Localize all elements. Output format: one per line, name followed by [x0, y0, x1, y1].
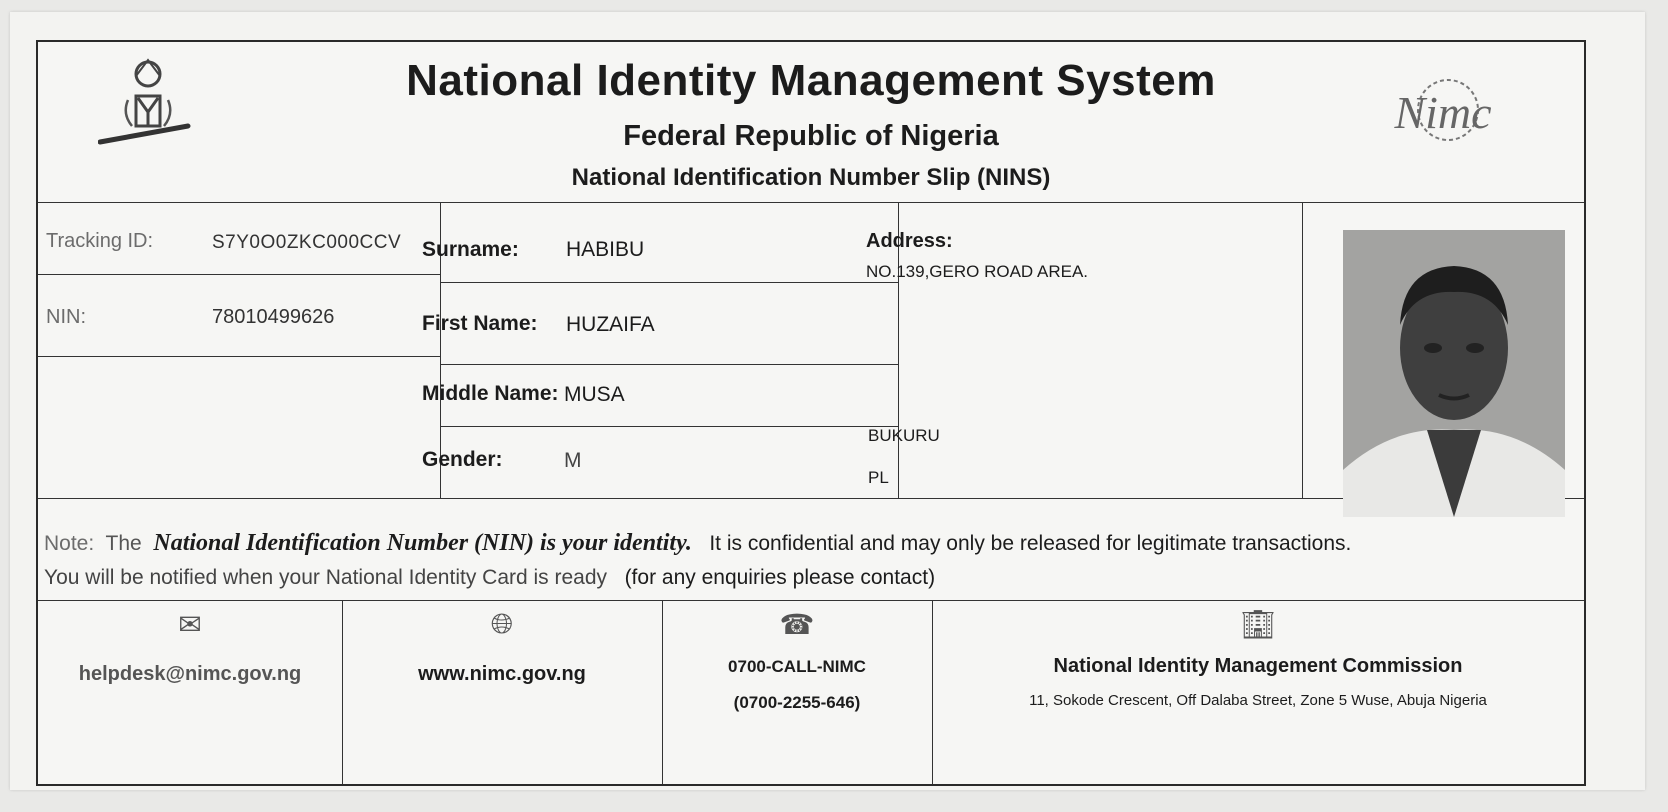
person-photo-icon [1343, 230, 1565, 517]
email-icon: ✉ [178, 609, 202, 640]
phone-digits[interactable]: (0700-2255-646) [733, 693, 861, 712]
notify-text [44, 566, 935, 590]
footer-phone-cell [662, 608, 932, 713]
note-text [44, 530, 1351, 557]
nimc-logo [1378, 70, 1508, 150]
surname-label: Surname: [422, 238, 519, 261]
nin-label: NIN: [46, 306, 86, 328]
email-link[interactable]: helpdesk@nimc.gov.ng [78, 663, 302, 685]
note-emphasis: National Identification Number (NIN) is your identity. [153, 530, 692, 556]
phone-number[interactable]: 0700-CALL-NIMC [728, 657, 866, 676]
footer-email-cell [38, 608, 342, 686]
row-divider [38, 356, 440, 357]
row-divider [440, 282, 898, 283]
website-link[interactable]: www.nimc.gov.ng [418, 663, 586, 685]
building-icon: 🏢︎ [1240, 609, 1276, 640]
org-name: National Identity Management Commission [1053, 655, 1463, 677]
globe-icon: 🌐︎ [490, 608, 514, 639]
holder-photo [1343, 230, 1565, 517]
nin-slip [36, 40, 1586, 786]
address-line-3: PL [868, 468, 889, 487]
footer-web-cell [342, 608, 662, 686]
slip-title: National Identification Number Slip (NINS) [571, 164, 1051, 191]
org-address: 11, Sokode Crescent, Off Dalaba Street, Zone 5 Wuse, Abuja Nigeria [1029, 692, 1487, 709]
divider-photo [1302, 202, 1303, 498]
nin-value: 78010499626 [212, 306, 335, 328]
first-name-label: First Name: [422, 312, 538, 335]
row-divider [440, 426, 898, 427]
footer-divider [38, 600, 1584, 601]
row-divider [38, 274, 440, 275]
middle-name-label: Middle Name: [422, 382, 559, 405]
phone-icon: ☎ [779, 609, 815, 640]
notify-sentence: You will be notified when your National Identity Card is ready [44, 566, 608, 589]
first-name-value: HUZAIFA [566, 313, 655, 336]
subtitle: Federal Republic of Nigeria [623, 120, 999, 152]
logo-text: Nimc [1394, 87, 1492, 138]
address-line-1: NO.139,GERO ROAD AREA. [866, 262, 1089, 281]
middle-name-value: MUSA [564, 383, 625, 406]
row-divider [440, 364, 898, 365]
address-label: Address: [866, 230, 953, 252]
surname-value: HABIBU [566, 238, 645, 261]
page-title: National Identity Management System [406, 56, 1216, 105]
gender-value: M [564, 449, 582, 472]
footer-org-cell [932, 608, 1584, 709]
note-rest: It is confidential and may only be released for legitimate transactions. [709, 532, 1352, 555]
header-divider [38, 202, 1584, 203]
address-line-2: BUKURU [868, 426, 940, 445]
contact-text: (for any enquiries please contact) [624, 566, 936, 589]
tracking-id-label: Tracking ID: [46, 230, 154, 252]
tracking-id-value: S7Y0O0ZKC000CCV [212, 232, 402, 253]
note-the: The [105, 532, 142, 555]
note-prefix: Note: [44, 532, 95, 555]
gender-label: Gender: [422, 448, 503, 471]
